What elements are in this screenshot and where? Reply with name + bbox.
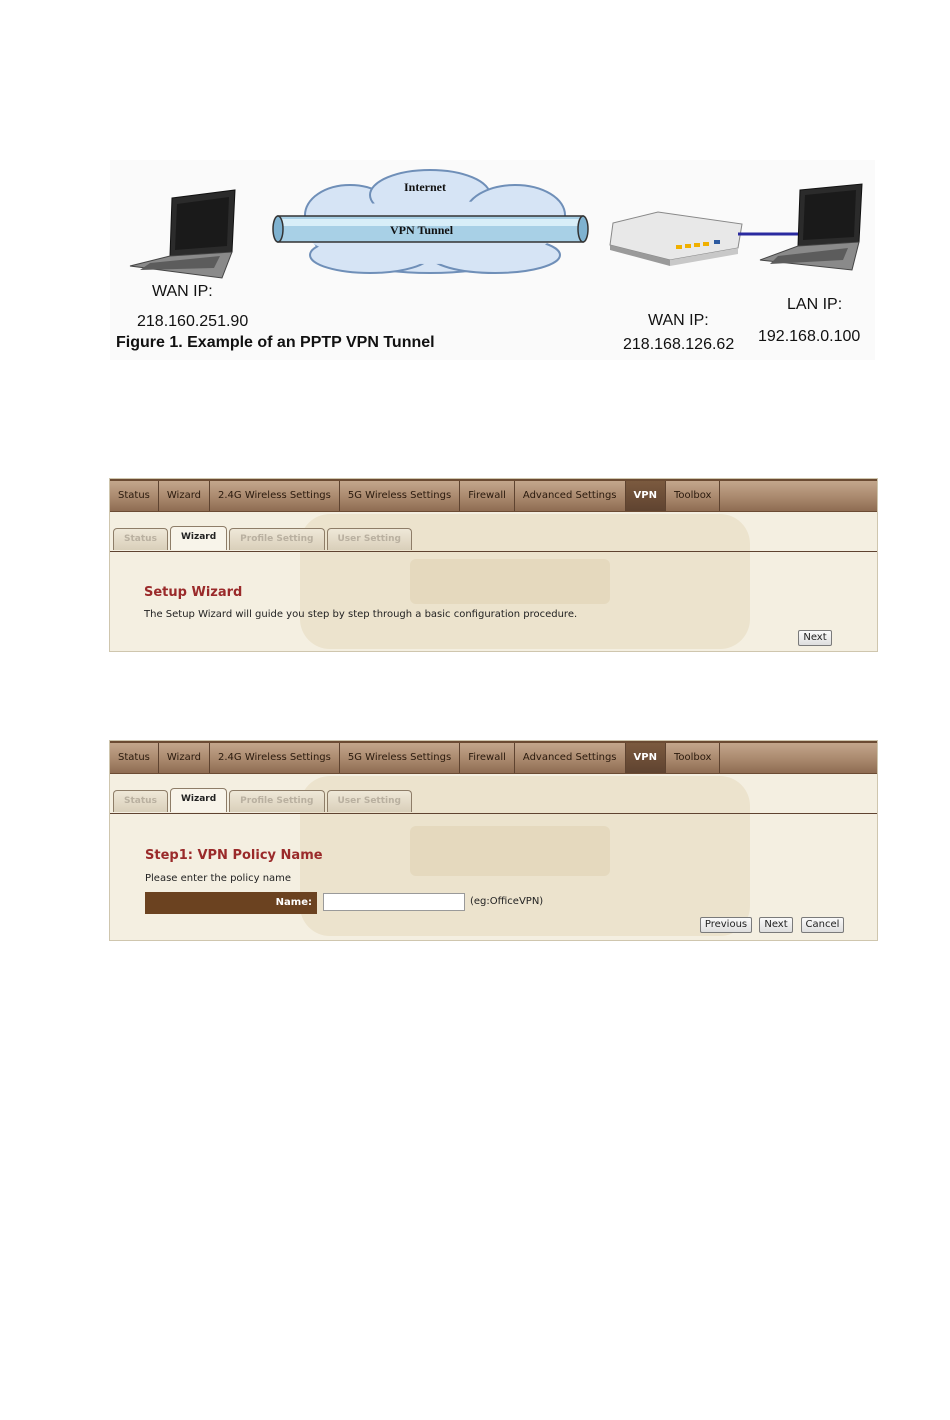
left-wan-ip: 218.160.251.90 xyxy=(137,313,249,330)
menu-vpn[interactable]: VPN xyxy=(626,743,666,773)
router-icon xyxy=(610,212,742,266)
menu-24g-wireless[interactable]: 2.4G Wireless Settings xyxy=(210,743,340,773)
page-title: Setup Wizard xyxy=(144,585,243,600)
name-field-label: Name: xyxy=(145,892,317,914)
menu-firewall[interactable]: Firewall xyxy=(460,481,515,511)
tab-status[interactable]: Status xyxy=(113,528,168,550)
next-button[interactable]: Next xyxy=(798,630,832,646)
left-wan-label: WAN IP: xyxy=(152,283,213,300)
tab-user-setting[interactable]: User Setting xyxy=(327,790,412,812)
internet-label: Internet xyxy=(404,180,446,194)
next-button[interactable]: Next xyxy=(759,917,793,933)
menu-wizard[interactable]: Wizard xyxy=(159,481,210,511)
vpn-policy-name-panel xyxy=(109,740,878,941)
tab-user-setting[interactable]: User Setting xyxy=(327,528,412,550)
setup-wizard-panel xyxy=(109,478,878,652)
left-laptop-icon xyxy=(130,190,235,278)
menu-status[interactable]: Status xyxy=(110,743,159,773)
lan-ip-value: 192.168.0.100 xyxy=(758,328,861,345)
menu-toolbox[interactable]: Toolbox xyxy=(666,743,721,773)
vpn-tunnel-label: VPN Tunnel xyxy=(390,223,454,237)
tab-profile-setting[interactable]: Profile Setting xyxy=(229,790,324,812)
figure-caption: Figure 1. Example of an PPTP VPN Tunnel xyxy=(116,334,435,351)
vpn-diagram-figure xyxy=(110,160,875,360)
menu-status[interactable]: Status xyxy=(110,481,159,511)
menu-24g-wireless[interactable]: 2.4G Wireless Settings xyxy=(210,481,340,511)
tab-wizard[interactable]: Wizard xyxy=(170,526,227,550)
menu-advanced-settings[interactable]: Advanced Settings xyxy=(515,743,626,773)
tab-wizard[interactable]: Wizard xyxy=(170,788,227,812)
top-menu-bar xyxy=(110,479,877,512)
policy-name-instructions: Please enter the policy name xyxy=(145,873,292,884)
right-laptop-icon xyxy=(760,184,862,270)
menu-firewall[interactable]: Firewall xyxy=(460,743,515,773)
menu-toolbox[interactable]: Toolbox xyxy=(666,481,721,511)
cancel-button[interactable]: Cancel xyxy=(801,917,844,933)
lan-ip-label: LAN IP: xyxy=(787,296,843,313)
top-menu-bar xyxy=(110,741,877,774)
tab-divider xyxy=(110,813,877,814)
tab-divider xyxy=(110,551,877,552)
previous-button[interactable]: Previous xyxy=(700,917,752,933)
right-wan-label: WAN IP: xyxy=(648,312,709,329)
tab-status[interactable]: Status xyxy=(113,790,168,812)
menu-vpn[interactable]: VPN xyxy=(626,481,666,511)
menu-wizard[interactable]: Wizard xyxy=(159,743,210,773)
menu-advanced-settings[interactable]: Advanced Settings xyxy=(515,481,626,511)
wizard-description: The Setup Wizard will guide you step by step through a basic configuration procedure. xyxy=(144,609,578,620)
name-example-hint: (eg:OfficeVPN) xyxy=(470,896,544,907)
right-wan-ip: 218.168.126.62 xyxy=(623,336,735,353)
menu-5g-wireless[interactable]: 5G Wireless Settings xyxy=(340,481,460,511)
policy-name-input[interactable] xyxy=(323,893,465,911)
page-title: Step1: VPN Policy Name xyxy=(145,848,323,863)
menu-5g-wireless[interactable]: 5G Wireless Settings xyxy=(340,743,460,773)
vpn-subtabs xyxy=(113,528,414,552)
vpn-subtabs xyxy=(113,790,414,814)
tab-profile-setting[interactable]: Profile Setting xyxy=(229,528,324,550)
